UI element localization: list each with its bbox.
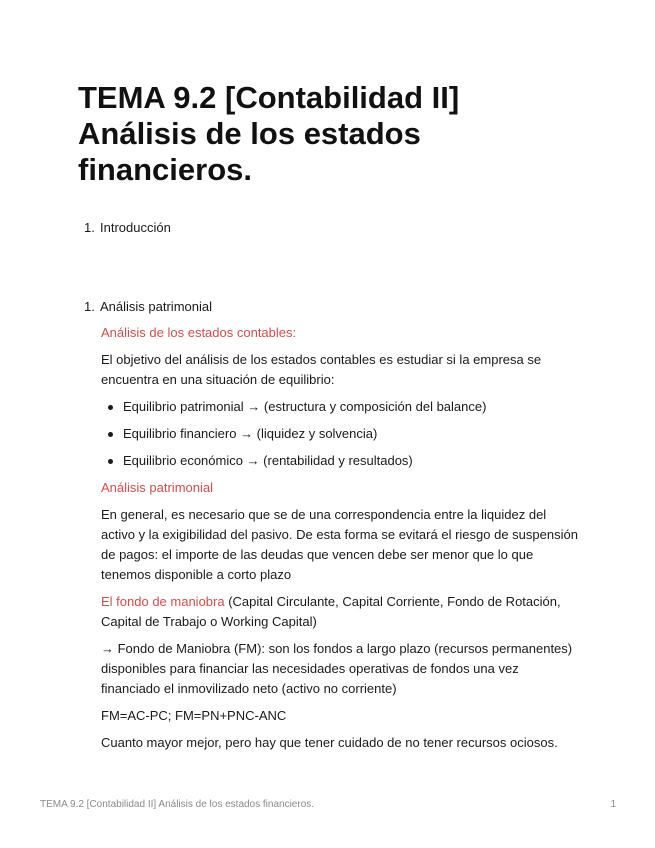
list-item: Equilibrio financiero → (liquidez y solvencia) — [123, 424, 581, 444]
fondo-term: El fondo de maniobra — [101, 594, 225, 609]
section-number: 1. — [84, 299, 95, 314]
page-title — [78, 80, 598, 188]
title-line-1: TEMA 9.2 [Contabilidad II] — [78, 80, 460, 115]
paragraph-conclusion: Cuanto mayor mejor, pero hay que tener cuidado de no tener recursos ociosos. — [101, 735, 558, 750]
paragraph-fondo-maniobra — [101, 592, 581, 632]
section-label: Introducción — [100, 220, 171, 235]
formula: FM=AC-PC; FM=PN+PNC-ANC — [101, 708, 287, 723]
section-number: 1. — [84, 220, 95, 235]
section-label: Análisis patrimonial — [100, 299, 212, 314]
section-item-analisis-patrimonial — [84, 298, 212, 316]
page-number: 1 — [610, 799, 616, 810]
list-item: Equilibrio patrimonial → (estructura y composición del balance) — [123, 397, 581, 417]
section-content — [101, 323, 581, 760]
equilibrio-list — [101, 397, 581, 471]
title-line-3: financieros. — [78, 152, 252, 187]
footer-title: TEMA 9.2 [Contabilidad II] Análisis de los estados financieros. — [40, 799, 315, 810]
title-line-2: Análisis de los estados — [78, 116, 421, 151]
subheading-estados-contables: Análisis de los estados contables: — [101, 325, 297, 340]
list-item: Equilibrio económico → (rentabilidad y resultados) — [123, 451, 581, 471]
fondo-description: (Capital Circulante, Capital Corriente, Fondo de Rotación, Capital de Trabajo o Working Capital) — [101, 594, 561, 629]
paragraph-objetivo: El objetivo del análisis de los estados contables es estudiar si la empresa se encuentra en una situación de equilibrio: — [101, 352, 542, 387]
section-item-introduccion — [84, 219, 171, 237]
paragraph-correspondencia: En general, es necesario que se de una correspondencia entre la liquidez del activo y la exigibilidad del pasivo. De esta forma se evitará el riesgo de suspensión de pagos: el importe de las deudas que vencen debe ser menor que lo que tenemos disponible a corto plazo — [101, 507, 578, 582]
subheading-analisis-patrimonial: Análisis patrimonial — [101, 480, 213, 495]
paragraph-fm-definition: → Fondo de Maniobra (FM): son los fondos a largo plazo (recursos permanentes) disponibles para financiar las necesidades operativas de fondos una vez financiado el inmovilizado neto (activo no corriente) — [101, 641, 573, 696]
